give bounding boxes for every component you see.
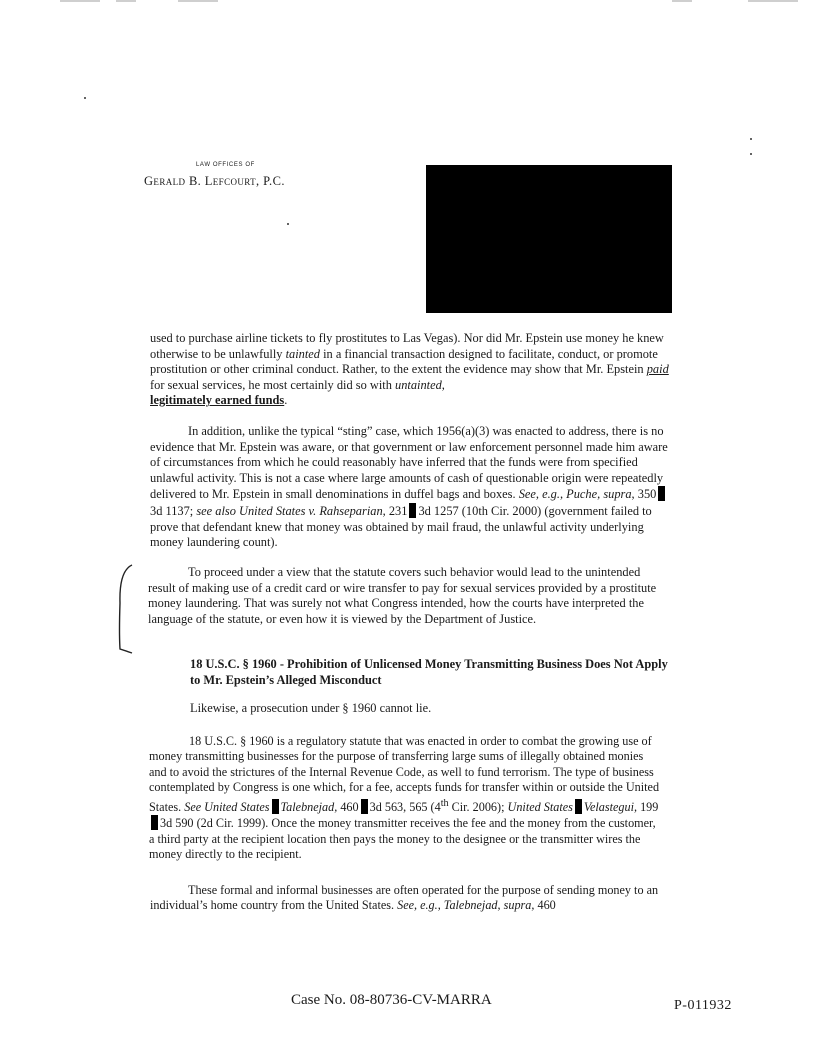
footer-case-number: Case No. 08-80736-CV-MARRA: [291, 992, 492, 1008]
text-run: , 350: [631, 487, 657, 502]
text-run: 3d 590 (2d Cir. 1999). Once the money transmitter receives the fee and the money from the customer, a third party at the recipient location then pays the money to the designee or the transmitter wires the money directly to the recipient.: [149, 816, 656, 861]
citation: Talebnejad,: [280, 799, 338, 814]
citation: see also United States v. Rahseparian,: [196, 503, 386, 518]
redaction-mark: [575, 799, 582, 814]
citation: United States: [507, 799, 573, 814]
footer-bates-number: P-011932: [674, 998, 732, 1013]
scan-speck: [84, 97, 86, 99]
scan-speck: [750, 138, 752, 140]
scan-artifact: [672, 0, 692, 2]
scan-artifact: [178, 0, 218, 2]
text-run: 18 U.S.C. § 1960 is a regulatory statute that was enacted in order to combat the growing use of money transmitting businesses for the purpose of transferring large sums of illegally obtained monies and to avoid the strictures of the Internal Revenue Code, as well to fund terrorism. The type of business contemplated by Congress is one which, for a fee, accepts funds for transfer within or outside the United States.: [149, 734, 660, 814]
text-run: In addition, unlike the typical “sting” case, which 1956(a)(3) was enacted to address, there is no evidence that Mr. Epstein was aware, or that government or law enforcement personnel made him aware of circumstances from which he could reasonably have inferred that the funds were from specified unlawful activity. This is not a case where large amounts of cash of questionable origin were repeatedly delivered to Mr. Epstein in small denominations in duffel bags and boxes.: [150, 424, 668, 502]
redaction-mark: [272, 799, 279, 814]
text-run: 3d 1257 (10th Cir. 2000) (government failed to prove that defendant knew that money was obtained by mail fraud, the unlawful activity underlying money laundering count).: [150, 503, 652, 550]
scan-artifact: [116, 0, 136, 2]
text-run: tainted: [285, 346, 320, 361]
text-run: .: [284, 393, 288, 408]
scan-speck: [750, 153, 752, 155]
paragraph-5: [149, 734, 661, 862]
redaction-mark: [409, 503, 416, 518]
paragraph-1: [150, 331, 670, 409]
paragraph-4: Likewise, a prosecution under § 1960 cannot lie.: [190, 701, 432, 715]
text-run: for sexual services, he most certainly did so with: [150, 377, 395, 392]
citation: See, e.g., Talebnejad, supra,: [397, 898, 535, 913]
letterhead-firm-name: Gerald B. Lefcourt, P.C.: [144, 174, 285, 188]
superscript: th: [440, 797, 449, 809]
text-run: 231: [385, 503, 408, 518]
handwritten-bracket: [116, 563, 134, 655]
text-run: 460: [337, 799, 359, 814]
citation: See, e.g., Puche, supra: [518, 487, 632, 502]
redaction-mark: [361, 799, 368, 814]
text-run: 199: [637, 799, 659, 814]
redaction-mark: [658, 486, 665, 501]
text-run: 3d 563, 565 (4: [369, 799, 441, 814]
text-run: These formal and informal businesses are often operated for the purpose of sending money to an individual’s home country from the United States.: [150, 883, 659, 913]
letterhead-caption: LAW OFFICES OF: [196, 162, 255, 168]
section-heading: 18 U.S.C. § 1960 - Prohibition of Unlicensed Money Transmitting Business Does Not Apply to Mr. Epstein’s Alleged Misconduct: [190, 657, 668, 687]
paragraph-6: [150, 883, 662, 914]
scan-speck: [287, 223, 289, 225]
text-run: untainted,: [395, 377, 445, 392]
text-run: 460: [534, 898, 556, 913]
redaction-block: [426, 165, 672, 313]
text-run: Cir. 2006);: [448, 799, 508, 814]
citation: Velastegui,: [583, 799, 638, 814]
paragraph-3: To proceed under a view that the statute covers such behavior would lead to the unintended result of making use of a credit card or wire transfer to pay for sexual services provided by a prostitute money laundering. That was surely not what Congress intended, how the courts have interpreted the language of the statute, or even how it is viewed by the Department of Justice.: [148, 565, 657, 626]
redaction-mark: [151, 815, 158, 830]
text-run: paid: [646, 362, 669, 377]
scan-artifact: [60, 0, 100, 2]
text-run: legitimately earned funds: [150, 393, 285, 408]
text-run: used to purchase airline tickets to fly prostitutes to Las Vegas). Nor did Mr. Epstein use money he knew otherwise to be unlawfully: [150, 331, 664, 361]
paragraph-2: [150, 424, 670, 551]
text-run: 3d 1137;: [150, 503, 197, 518]
citation: See United States: [184, 799, 270, 814]
text-run: in a financial transaction designed to facilitate, conduct, or promote prostitution or other criminal conduct. Rather, to the extent the evidence may show that Mr. Epstein: [150, 346, 658, 377]
scan-artifact: [748, 0, 798, 2]
